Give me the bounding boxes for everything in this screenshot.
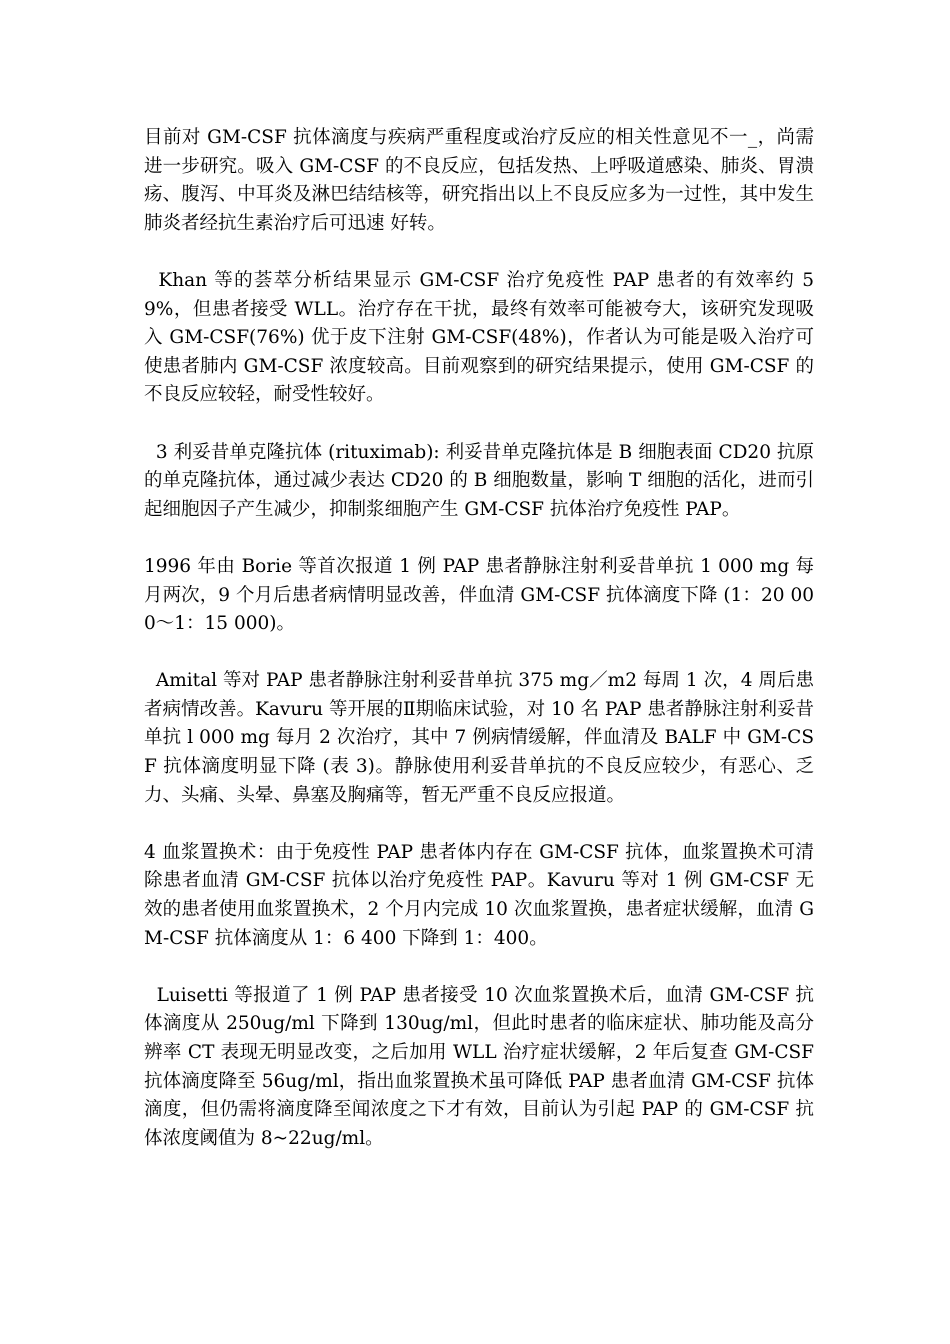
paragraph-plasmapheresis: 4 血浆置换术：由于免疫性 PAP 患者体内存在 GM-CSF 抗体，血浆置换术可清除患者血清 GM-CSF 抗体以治疗免疫性 PAP。Kavuru 等对 1 例 GM-CSF 无效的患者使用血浆置换术，2 个月内完成 10 次血浆置换，患者症状缓解，血清 GM-CSF 抗体滴度从 1：6 400 下降到 1：400。 [144, 841, 814, 949]
paragraph-khan-meta-analysis: Khan 等的荟萃分析结果显示 GM-CSF 治疗免疫性 PAP 患者的有效率约 59%，但患者接受 WLL。治疗存在干扰，最终有效率可能被夸大，该研究发现吸入 GM-CSF(76%) 优于皮下注射 GM-CSF(48%)，作者认为可能是吸入治疗可使患者肺内 GM-CSF 浓度较高。目前观察到的研究结果提示，使用 GM-CSF 的不良反应较轻，耐受性较好。 [144, 269, 814, 406]
paragraph-amital-kavuru-trial: Amital 等对 PAP 患者静脉注射利妥昔单抗 375 mg／m2 每周 1 次，4 周后患者病情改善。Kavuru 等开展的Ⅱ期临床试验，对 10 名 PAP 患者静脉注射利妥昔单抗 l 000 mg 每月 2 次治疗，其中 7 例病情缓解，伴血清及 BALF 中 GM-CSF 抗体滴度明显下降 (表 3)。静脉使用利妥昔单抗的不良反应较少，有恶心、乏力、头痛、头晕、鼻塞及胸痛等，暂无严重不良反应报道。 [144, 670, 814, 806]
document-body [144, 124, 820, 1153]
paragraph-borie-report: 1996 年由 Borie 等首次报道 1 例 PAP 患者静脉注射利妥昔单抗 1 000 mg 每月两次，9 个月后患者病情明显改善，伴血清 GM-CSF 抗体滴度下降 (1：20 000～1：15 000)。 [144, 555, 814, 635]
paragraph-luisetti-report: Luisetti 等报道了 1 例 PAP 患者接受 10 次血浆置换术后，血清 GM-CSF 抗体滴度从 250ug/ml 下降到 130ug/ml，但此时患者的临床症状、肺功能及高分辨率 CT 表现无明显改变，之后加用 WLL 治疗症状缓解，2 年后复查 GM-CSF 抗体滴度降至 56ug/ml，指出血浆置换术虽可降低 PAP 患者血清 GM-CSF 抗体滴度，但仍需将滴度降至闻浓度之下才有效，目前认为引起 PAP 的 GM-CSF 抗体浓度阈值为 8~22ug/ml。 [144, 984, 820, 1149]
paragraph-rituximab-intro: 3 利妥昔单克隆抗体 (rituximab): 利妥昔单克隆抗体是 B 细胞表面 CD20 抗原的单克隆抗体，通过减少表达 CD20 的 B 细胞数量，影响 T 细胞的活化，进而引起细胞因子产生减少，抑制浆细胞产生 GM-CSF 抗体治疗免疫性 PAP。 [144, 441, 814, 520]
paragraph-gm-csf-inhaled-adverse: 目前对 GM-CSF 抗体滴度与疾病严重程度或治疗反应的相关性意见不一_，尚需进一步研究。吸入 GM-CSF 的不良反应，包括发热、上呼吸道感染、肺炎、胃溃疡、腹泻、中耳炎及淋巴结结核等，研究指出以上不良反应多为一过性，其中发生肺炎者经抗生素治疗后可迅速 好转。 [144, 127, 814, 234]
